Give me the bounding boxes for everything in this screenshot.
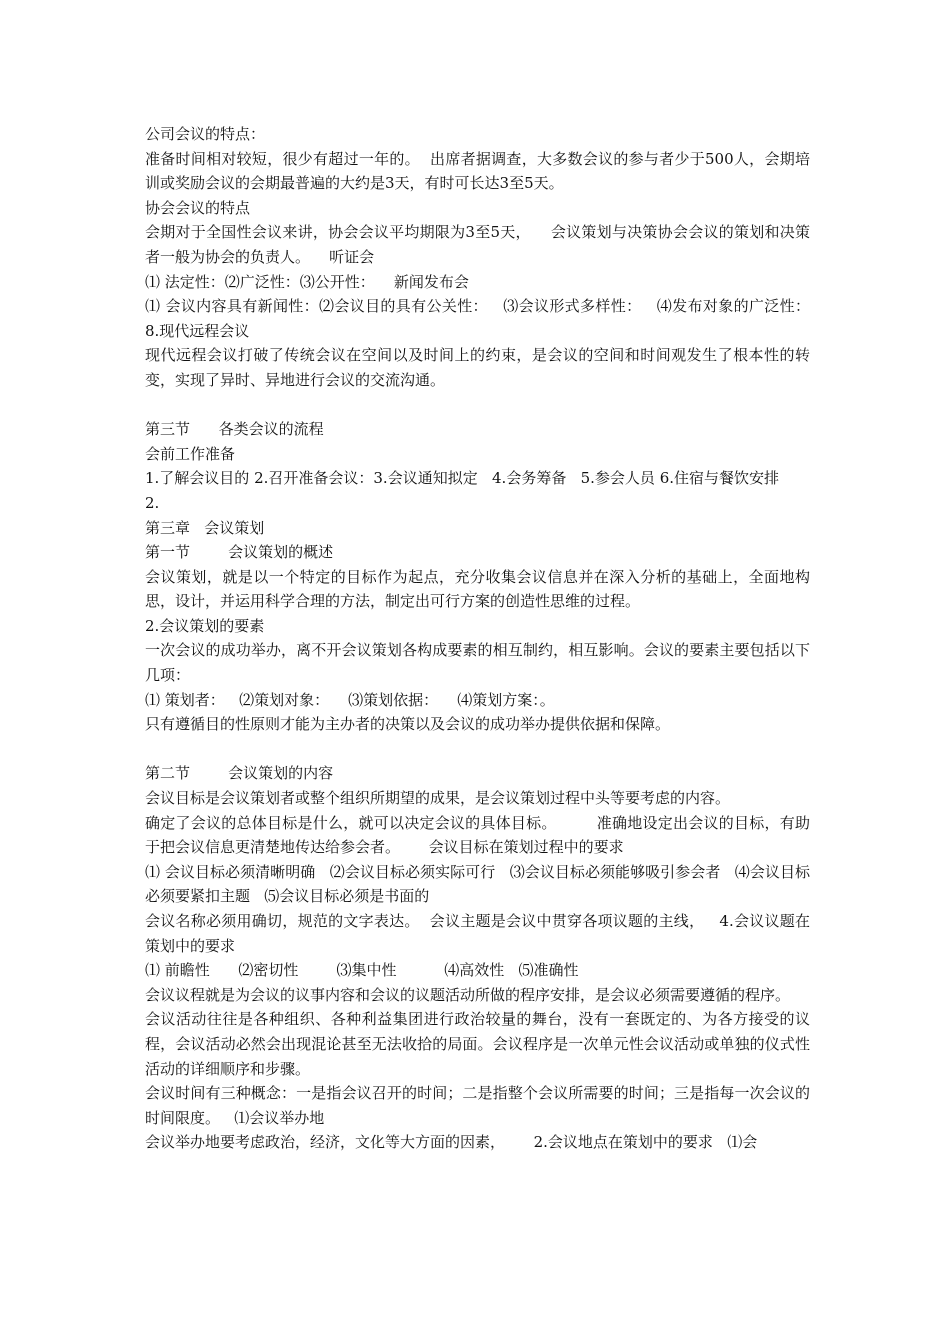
text-line: 只有遵循目的性原则才能为主办者的决策以及会议的成功举办提供依据和保障。	[145, 715, 671, 734]
text-line: ⑴ 法定性：⑵广泛性：⑶公开性： 新闻发布会	[145, 272, 469, 291]
text-line: ⑴ 会议内容具有新闻性：⑵会议目的具有公关性： ⑶会议形式多样性： ⑷发布对象的广泛性： 8.现代远程会议	[145, 297, 849, 340]
text-line: 准备时间相对较短，很少有超过一年的。 出席者据调查，大多数会议的参与者少于500人，会期培训或奖励会议的会期最普遍的大约是3天，有时可长达3至5天。	[145, 149, 810, 193]
blank-line	[145, 737, 810, 762]
text-line: ⑴ 前瞻性 ⑵密切性 ⑶集中性 ⑷高效性 ⑸准确性	[145, 961, 579, 980]
text-line: 公司会议的特点：	[145, 125, 266, 143]
text-line: 第三节 各类会议的流程	[145, 420, 324, 439]
text-line: 会议举办地要考虑政治，经济，文化等大方面的因素， 2.会议地点在策划中的要求 ⑴会	[145, 1133, 758, 1152]
text-line: 现代远程会议打破了传统会议在空间以及时间上的约束，是会议的空间和时间观发生了根本性的转变，实现了异时、异地进行会议的交流沟通。	[145, 346, 810, 389]
text-line: 2.	[145, 493, 160, 512]
text-line: 一次会议的成功举办，离不开会议策划各构成要素的相互制约，相互影响。会议的要素主要包括以下几项：	[145, 641, 810, 685]
text-line: 会议名称必须用确切，规范的文字表达。 会议主题是会议中贯穿各项议题的主线， 4.会议议题在策划中的要求	[145, 912, 810, 955]
text-line: 会议目标是会议策划者或整个组织所期望的成果，是会议策划过程中头等要考虑的内容。	[145, 789, 731, 808]
text-line: 会议时间有三种概念：一是指会议召开的时间；二是指整个会议所需要的时间；三是指每一次会议的时间限度。 ⑴会议举办地	[145, 1084, 810, 1127]
text-line: 会议活动往往是各种组织、各种利益集团进行政治较量的舞台，没有一套既定的、为各方接受的议程，会议活动必然会出现混论甚至无法收拾的局面。会议程序是一次单元性会议活动或单独的仪式性活动的详细顺序和步骤。	[145, 1010, 810, 1078]
text-line: 确定了会议的总体目标是什么，就可以决定会议的具体目标。 准确地设定出会议的目标，有助于把会议信息更清楚地传达给参会者。 会议目标在策划过程中的要求	[145, 813, 810, 857]
blank-line	[145, 393, 810, 418]
text-line: 2.会议策划的要素	[145, 616, 265, 635]
text-line: ⑴ 会议目标必须清晰明确 ⑵会议目标必须实际可行 ⑶会议目标必须能够吸引参会者 ⑷会议目标必须要紧扣主题 ⑸会议目标必须是书面的	[145, 862, 810, 906]
text-line: 第一节 会议策划的概述	[145, 543, 334, 562]
text-line: 会前工作准备	[145, 444, 236, 463]
text-line: 1.了解会议目的 2.召开准备会议：3.会议通知拟定 4.会务筹备 5.参会人员 6.住宿与餐饮安排	[145, 469, 780, 488]
document-body	[145, 122, 849, 1155]
text-line: 会议策划，就是以一个特定的目标作为起点，充分收集会议信息并在深入分析的基础上，全面地构思，设计，并运用科学合理的方法，制定出可行方案的创造性思维的过程。	[145, 567, 810, 611]
text-line: ⑴ 策划者： ⑵策划对象： ⑶策划依据： ⑷策划方案：。	[145, 690, 555, 709]
text-line: 第三章 会议策划	[145, 518, 265, 537]
text-line: 第二节 会议策划的内容	[145, 764, 334, 783]
text-line: 会议议程就是为会议的议事内容和会议的议题活动所做的程序安排，是会议必须需要遵循的程序。	[145, 985, 791, 1004]
text-line: 协会会议的特点	[145, 198, 251, 217]
text-line: 会期对于全国性会议来讲，协会会议平均期限为3至5天， 会议策划与决策协会会议的策划和决策者一般为协会的负责人。 听证会	[145, 223, 810, 266]
